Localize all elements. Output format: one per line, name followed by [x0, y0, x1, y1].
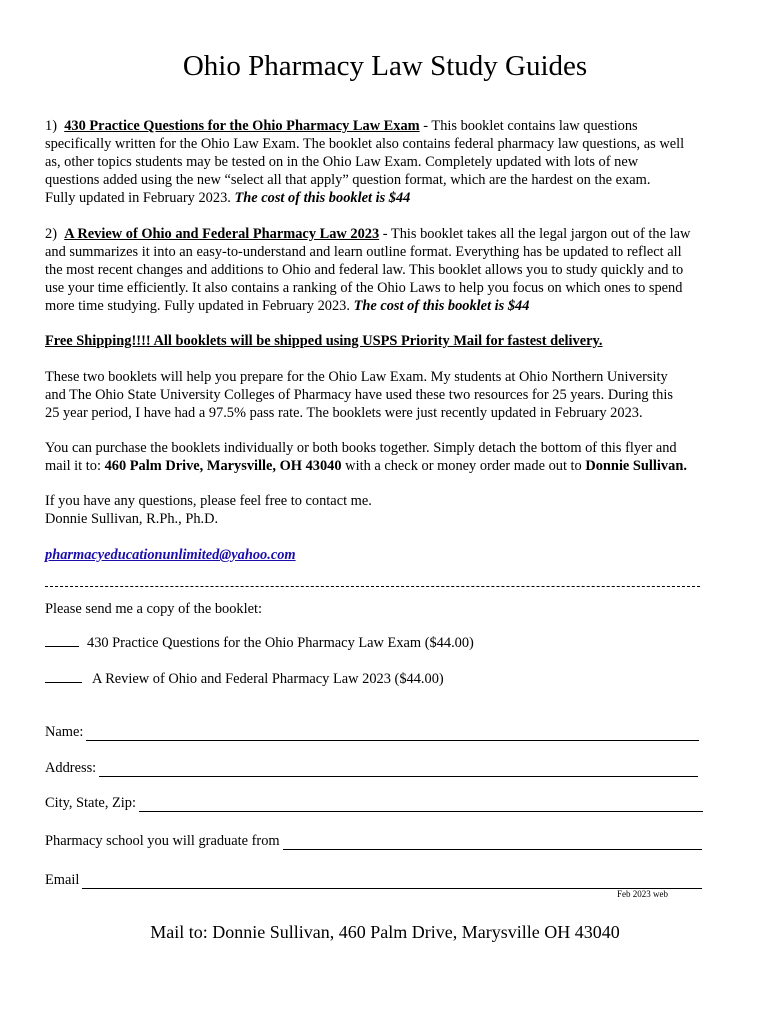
order-option-1-blank[interactable]: [45, 633, 79, 647]
name-blank[interactable]: [86, 726, 699, 741]
purchase-text-2b: with a check or money order made out to: [341, 457, 586, 474]
address-label: Address:: [45, 760, 97, 776]
booklet-2-description: [45, 226, 727, 316]
city-state-zip-blank[interactable]: [139, 797, 703, 812]
email-blank[interactable]: [82, 874, 702, 889]
pharmacy-school-blank[interactable]: [283, 835, 702, 850]
booklet-2-text-4: use your time efficiently. It also contains a ranking of the Ohio Laws to help you focus on which ones to spend: [45, 279, 683, 296]
prep-text-2: and The Ohio State University Colleges of Pharmacy have used these two resources for 25 years. During this: [45, 386, 673, 403]
detach-divider: [45, 586, 700, 587]
order-option-2-label: A Review of Ohio and Federal Pharmacy Law 2023 ($44.00): [92, 671, 444, 687]
page-title: Ohio Pharmacy Law Study Guides: [182, 50, 588, 82]
mailing-address: 460 Palm Drive, Marysville, OH 43040: [104, 457, 342, 474]
booklet-2-number: 2): [45, 226, 57, 242]
author-signature: Donnie Sullivan, R.Ph., Ph.D.: [45, 510, 219, 527]
order-option-1-label: 430 Practice Questions for the Ohio Pharmacy Law Exam ($44.00): [87, 635, 474, 651]
booklet-1-text-2: specifically written for the Ohio Law Exam. The booklet also contains federal pharmacy law questions, as well: [45, 135, 685, 152]
email-line: [45, 547, 727, 565]
payee-name: Donnie Sullivan.: [585, 457, 687, 474]
order-option-2-blank[interactable]: [45, 669, 82, 683]
email-link[interactable]: pharmacyeducationunlimited@yahoo.com: [45, 547, 296, 563]
booklet-1-last-line: [45, 190, 727, 208]
booklet-2-last-line: [45, 298, 727, 316]
mail-to-address: Mail to: Donnie Sullivan, 460 Palm Drive, Marysville OH 43040: [150, 922, 620, 942]
address-blank[interactable]: [99, 762, 698, 777]
booklet-2-first-line: [45, 226, 727, 244]
booklet-1-first-line: [45, 118, 727, 136]
booklet-1-text-1: - This booklet contains law questions: [419, 118, 638, 134]
prep-text-3: 25 year period, I have had a 97.5% pass rate. The booklets were just recently updated in February 2023.: [45, 404, 643, 421]
email-field[interactable]: [45, 871, 702, 889]
booklet-2-text-2: and summarizes it into an easy-to-understand and learn outline format. Everything has be updated to reflect all: [45, 243, 682, 260]
booklet-2-cost: The cost of this booklet is $44: [353, 297, 530, 314]
booklet-1-number: 1): [45, 118, 57, 134]
order-option-1[interactable]: [45, 633, 474, 652]
booklet-1-title: 430 Practice Questions for the Ohio Pharmacy Law Exam: [64, 118, 420, 134]
name-field[interactable]: [45, 723, 699, 741]
contact-paragraph: [45, 493, 727, 529]
name-label: Name:: [45, 724, 84, 740]
order-prompt: Please send me a copy of the booklet:: [45, 601, 262, 617]
booklet-2-text-5: more time studying. Fully updated in February 2023.: [45, 297, 354, 314]
city-state-zip-field[interactable]: [45, 794, 703, 812]
shipping-notice: [45, 333, 727, 351]
booklet-1-description: [45, 118, 727, 208]
purchase-text-1: You can purchase the booklets individually or both books together. Simply detach the bottom of this flyer and: [45, 440, 677, 456]
version-tag: Feb 2023 web: [617, 889, 668, 899]
purchase-text-2a: mail it to:: [45, 457, 105, 474]
purchase-text-2-line: [45, 458, 727, 476]
shipping-text: Free Shipping!!!! All booklets will be shipped using USPS Priority Mail for fastest delivery.: [45, 333, 603, 349]
order-option-2[interactable]: [45, 669, 444, 688]
pharmacy-school-label: Pharmacy school you will graduate from: [45, 833, 280, 849]
city-state-zip-label: City, State, Zip:: [45, 795, 137, 811]
booklet-1-text-4: questions added using the new “select all that apply” question format, which are the hardest on the exam.: [45, 171, 651, 188]
prep-text-1: These two booklets will help you prepare for the Ohio Law Exam. My students at Ohio Northern University: [45, 369, 668, 385]
prep-paragraph: [45, 369, 727, 423]
pharmacy-school-field[interactable]: [45, 832, 702, 850]
address-field[interactable]: [45, 759, 698, 777]
booklet-2-text-3: the most recent changes and additions to Ohio and federal law. This booklet allows you to study quickly and to: [45, 261, 684, 278]
booklet-2-text-1: - This booklet takes all the legal jargon out of the law: [379, 226, 691, 242]
booklet-2-title: A Review of Ohio and Federal Pharmacy Law 2023: [64, 226, 380, 242]
purchase-paragraph: [45, 440, 727, 476]
booklet-1-text-3: as, other topics students may be tested on in the Ohio Law Exam. Completely updated with lots of new: [45, 153, 639, 170]
booklet-1-text-5: Fully updated in February 2023.: [45, 189, 235, 206]
email-label: Email: [45, 872, 80, 888]
booklet-1-cost: The cost of this booklet is $44: [234, 189, 411, 206]
contact-text: If you have any questions, please feel free to contact me.: [45, 493, 372, 509]
